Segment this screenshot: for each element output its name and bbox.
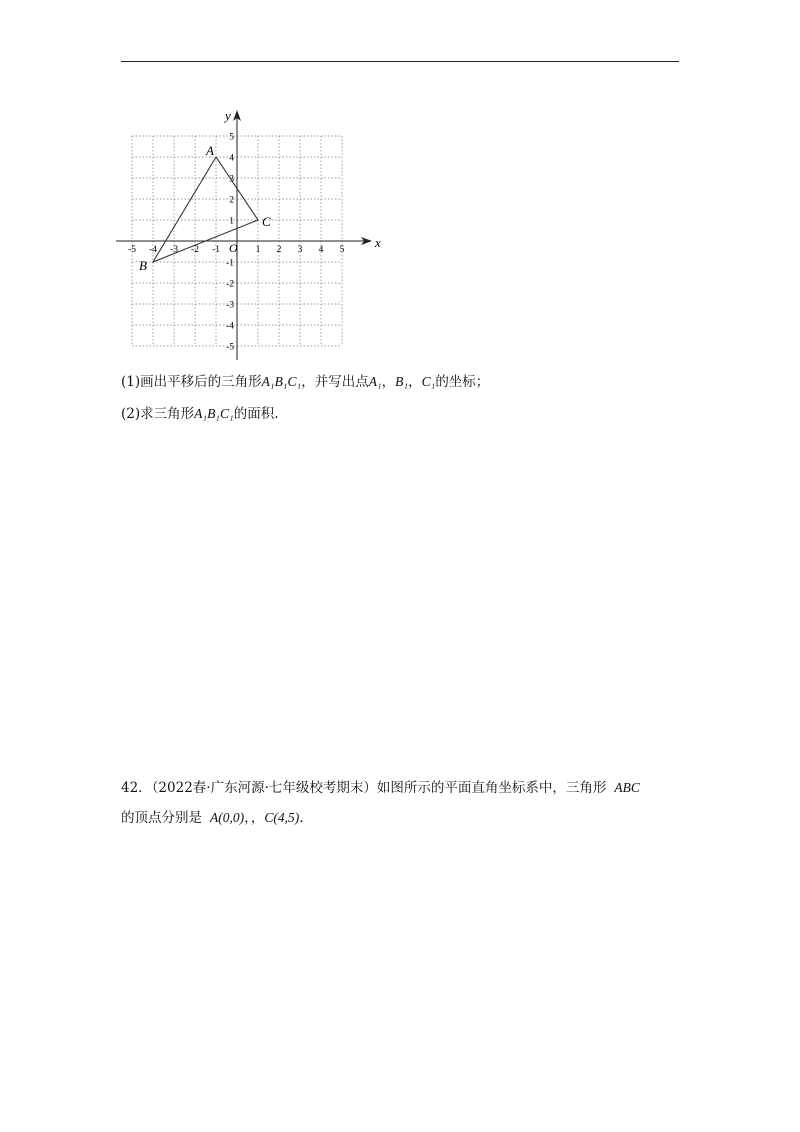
question-2 [121, 402, 279, 422]
q1-triangle: A₁B₁C₁ [261, 374, 302, 389]
y-tick-label: 3 [229, 174, 234, 185]
axes [116, 108, 381, 360]
problem-end: . [299, 810, 304, 826]
q2-prefix: (2)求三角形 [121, 406, 195, 422]
problem-number: 42． [121, 780, 152, 796]
y-tick-label: 2 [229, 195, 234, 206]
triangle-abc [139, 143, 271, 273]
problem-source: （2022春·广东河源·七年级校考期末） [151, 780, 377, 796]
vertex-label-c: C [262, 214, 271, 229]
x-tick-label: -3 [170, 245, 178, 255]
vertex-label-a: A [206, 143, 214, 158]
q2-triangle: A₁B₁C₁ [194, 406, 234, 421]
x-tick-label: -1 [212, 245, 220, 255]
x-tick-label: 1 [255, 245, 261, 255]
x-axis-label: x [375, 235, 381, 250]
q1-mid: ，并写出点 [301, 374, 369, 390]
x-tick-label: 2 [276, 245, 282, 255]
y-tick-label: 5 [229, 132, 234, 143]
vertex-label-b: B [139, 258, 147, 273]
y-tick-label: -4 [226, 321, 234, 332]
problem-text-1: 如图所示的平面直角坐标系中，三角形 [376, 780, 607, 796]
x-tick-label: 4 [318, 245, 324, 255]
q1-prefix: (1)画出平移后的三角形 [121, 374, 262, 390]
q1-point-c1: C₁ [421, 374, 436, 389]
q2-suffix: 的面积. [233, 406, 279, 422]
problem-sep: ，， [244, 810, 265, 826]
y-tick-label: -3 [226, 300, 234, 311]
x-tick-label: -4 [149, 245, 157, 255]
triangle-outline [153, 157, 258, 262]
problem-42-line-2 [121, 806, 304, 826]
y-tick-label: 1 [229, 216, 234, 227]
y-tick-label: -5 [226, 342, 234, 353]
x-tick-label: 3 [297, 245, 303, 255]
x-tick-label: -2 [191, 245, 199, 255]
y-tick-label: -2 [226, 279, 234, 290]
q1-suffix: 的坐标； [435, 374, 490, 390]
x-tick-label: 5 [339, 245, 345, 255]
header-rule [121, 61, 679, 62]
y-tick-label: -1 [226, 258, 234, 269]
problem-42-line-1 [121, 776, 640, 796]
question-1 [121, 370, 489, 390]
q1-sep1: ， [381, 374, 396, 390]
x-tick-label: -5 [128, 245, 136, 255]
q1-point-a1: A₁ [368, 374, 382, 389]
problem-point-a: A(0,0) [210, 810, 245, 825]
problem-triangle: ABC [614, 780, 640, 795]
y-axis-label: y [225, 108, 231, 123]
q1-point-b1: B₁ [395, 374, 409, 389]
coordinate-figure [112, 96, 381, 358]
origin-label: O [229, 241, 238, 255]
problem-point-c: C(4,5) [264, 810, 300, 825]
q1-sep2: ， [408, 374, 422, 390]
problem-text-2: 的顶点分别是 [121, 810, 202, 826]
y-tick-label: 4 [229, 153, 234, 164]
